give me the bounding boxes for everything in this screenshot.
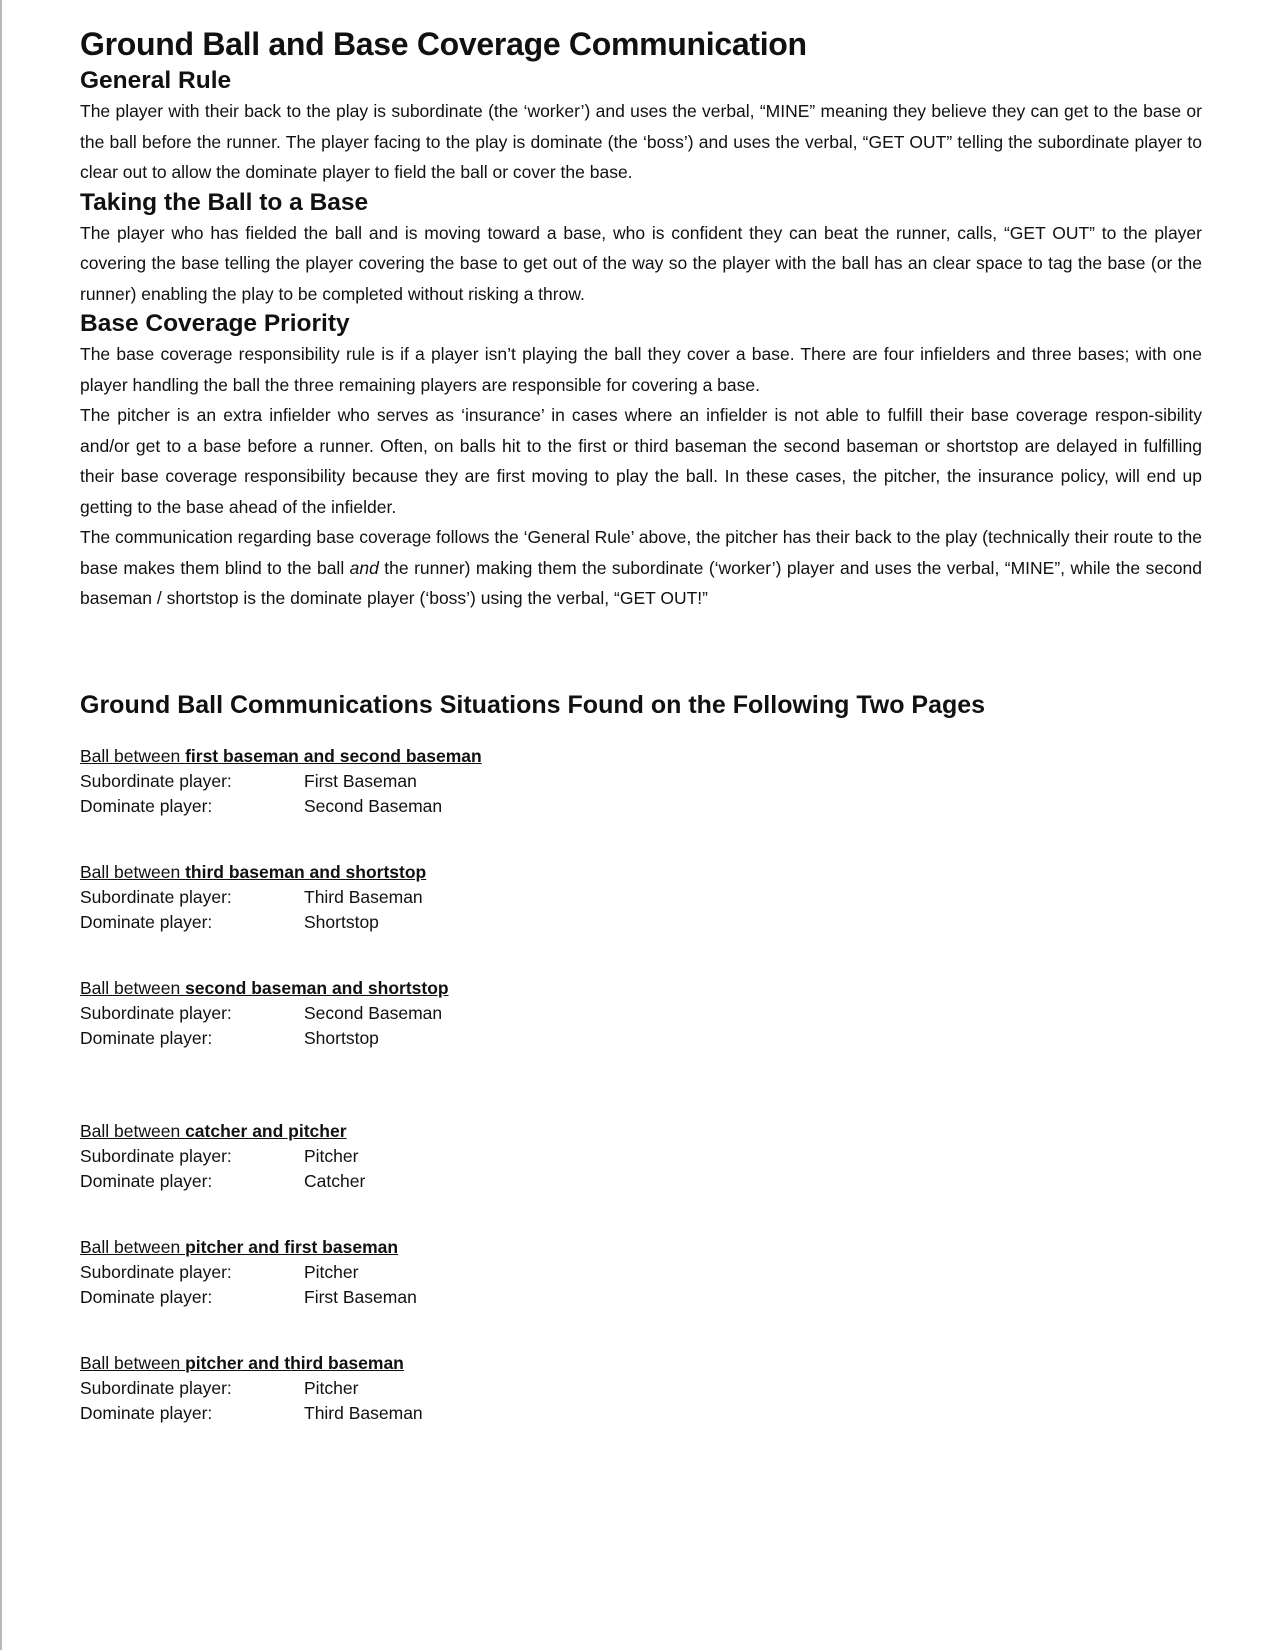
document-title: Ground Ball and Base Coverage Communication: [80, 26, 807, 62]
subordinate-value: Third Baseman: [304, 886, 423, 907]
subordinate-label: Subordinate player:: [80, 1377, 232, 1398]
dominate-row: [80, 1285, 1202, 1310]
dominate-row: [80, 1401, 1202, 1426]
dominate-label: Dominate player:: [80, 1286, 213, 1307]
subordinate-row: [80, 1376, 1202, 1401]
dominate-value: Third Baseman: [304, 1402, 423, 1423]
subordinate-row: [80, 1001, 1202, 1026]
situation-pair: pitcher and third baseman: [185, 1352, 404, 1373]
situation-title: [80, 1235, 1202, 1260]
base-coverage-paragraph-2: The pitcher is an extra infielder who serves as ‘insurance’ in cases where an infielder is not able to fulfill their base coverage respon-sibility and/or get to a base before a runner. Often, on balls hit to the first or third baseman the second baseman or shortstop are delayed in fulfilling their base coverage responsibility because they are first moving to play the ball. In these cases, the pitcher, the insurance policy, will end up getting to the base ahead of the infielder.: [80, 405, 1202, 517]
closing-text-italic: and: [349, 557, 379, 578]
situation-prefix: Ball between: [80, 1120, 186, 1141]
situation-item: [80, 1235, 1202, 1310]
dominate-row: [80, 794, 1202, 819]
dominate-label: Dominate player:: [80, 1027, 213, 1048]
situation-title: [80, 1119, 1202, 1144]
closing-text-end: the runner) making them the subordinate (‘worker’) player and uses the verbal, “MINE”, while the second baseman / shortstop is the dominate player (‘boss’) using the verbal, “GET OUT!”: [80, 557, 1202, 608]
subordinate-label: Subordinate player:: [80, 1002, 232, 1023]
dominate-row: [80, 1169, 1202, 1194]
subordinate-value: Pitcher: [304, 1261, 359, 1282]
situation-prefix: Ball between: [80, 1236, 186, 1257]
section-heading-taking-ball: Taking the Ball to a Base: [80, 188, 369, 216]
subordinate-row: [80, 1260, 1202, 1285]
closing-text-start: The communication regarding base coverage follows the ‘General Rule’ above, the pitcher has their back to the play (technically their route to the base makes them blind to the ball: [80, 527, 1202, 578]
situation-item: [80, 744, 1202, 819]
section-heading-base-coverage: Base Coverage Priority: [80, 310, 350, 337]
subordinate-value: Pitcher: [304, 1377, 359, 1398]
situation-title: [80, 744, 1202, 769]
situation-pair: catcher and pitcher: [185, 1120, 347, 1141]
base-coverage-paragraph-3: [80, 522, 1202, 614]
situation-prefix: Ball between: [80, 1352, 186, 1373]
subordinate-label: Subordinate player:: [80, 1145, 232, 1166]
dominate-value: Shortstop: [304, 1027, 379, 1048]
dominate-value: Second Baseman: [304, 795, 443, 816]
subordinate-value: Pitcher: [304, 1145, 359, 1166]
dominate-value: Shortstop: [304, 911, 379, 932]
situation-item: [80, 860, 1202, 935]
dominate-row: [80, 1026, 1202, 1051]
general-rule-paragraph: The player with their back to the play is subordinate (the ‘worker’) and uses the verbal, “MINE” meaning they believe they can get to the base or the ball before the runner. The player facing to the play is dominate (the ‘boss’) and uses the verbal, “GET OUT” telling the subordinate player to clear out to allow the dominate player to field the ball or cover the base.: [80, 101, 1202, 182]
situation-title: [80, 976, 1202, 1001]
situation-prefix: Ball between: [80, 977, 186, 998]
situation-item: [80, 1351, 1202, 1426]
subordinate-value: Second Baseman: [304, 1002, 443, 1023]
situation-pair: second baseman and shortstop: [185, 977, 449, 998]
situation-title: [80, 860, 1202, 885]
page-content: [80, 22, 1202, 1426]
subordinate-value: First Baseman: [304, 770, 417, 791]
subordinate-row: [80, 885, 1202, 910]
subordinate-label: Subordinate player:: [80, 886, 232, 907]
dominate-value: Catcher: [304, 1170, 366, 1191]
dominate-value: First Baseman: [304, 1286, 417, 1307]
dominate-row: [80, 910, 1202, 935]
subordinate-label: Subordinate player:: [80, 1261, 232, 1282]
situation-item: [80, 1119, 1202, 1194]
situation-prefix: Ball between: [80, 745, 186, 766]
base-coverage-paragraph-1: The base coverage responsibility rule is if a player isn’t playing the ball they cover a base. There are four infielders and three bases; with one player handling the ball the three remaining players are responsible for covering a base.: [80, 344, 1202, 395]
taking-ball-paragraph: The player who has fielded the ball and is moving toward a base, who is confident they can beat the runner, calls, “GET OUT” to the player covering the base telling the player covering the base to get out of the way so the player with the ball has an clear space to tag the base (or the runner) enabling the play to be completed without risking a throw.: [80, 222, 1202, 304]
section-heading-general-rule: General Rule: [80, 67, 232, 94]
situation-prefix: Ball between: [80, 861, 186, 882]
situation-pair: first baseman and second baseman: [185, 745, 482, 766]
situation-pair: pitcher and first baseman: [185, 1236, 399, 1257]
dominate-label: Dominate player:: [80, 911, 213, 932]
situation-item: [80, 976, 1202, 1051]
subordinate-label: Subordinate player:: [80, 770, 232, 791]
situation-title: [80, 1351, 1202, 1376]
subordinate-row: [80, 769, 1202, 794]
subordinate-row: [80, 1144, 1202, 1169]
situation-pair: third baseman and shortstop: [185, 861, 427, 882]
dominate-label: Dominate player:: [80, 795, 213, 816]
situations-heading: Ground Ball Communications Situations Found on the Following Two Pages: [80, 690, 986, 719]
situations-list: [80, 744, 1202, 1426]
dominate-label: Dominate player:: [80, 1170, 213, 1191]
page-edge-divider: [0, 0, 2, 1650]
dominate-label: Dominate player:: [80, 1402, 213, 1423]
